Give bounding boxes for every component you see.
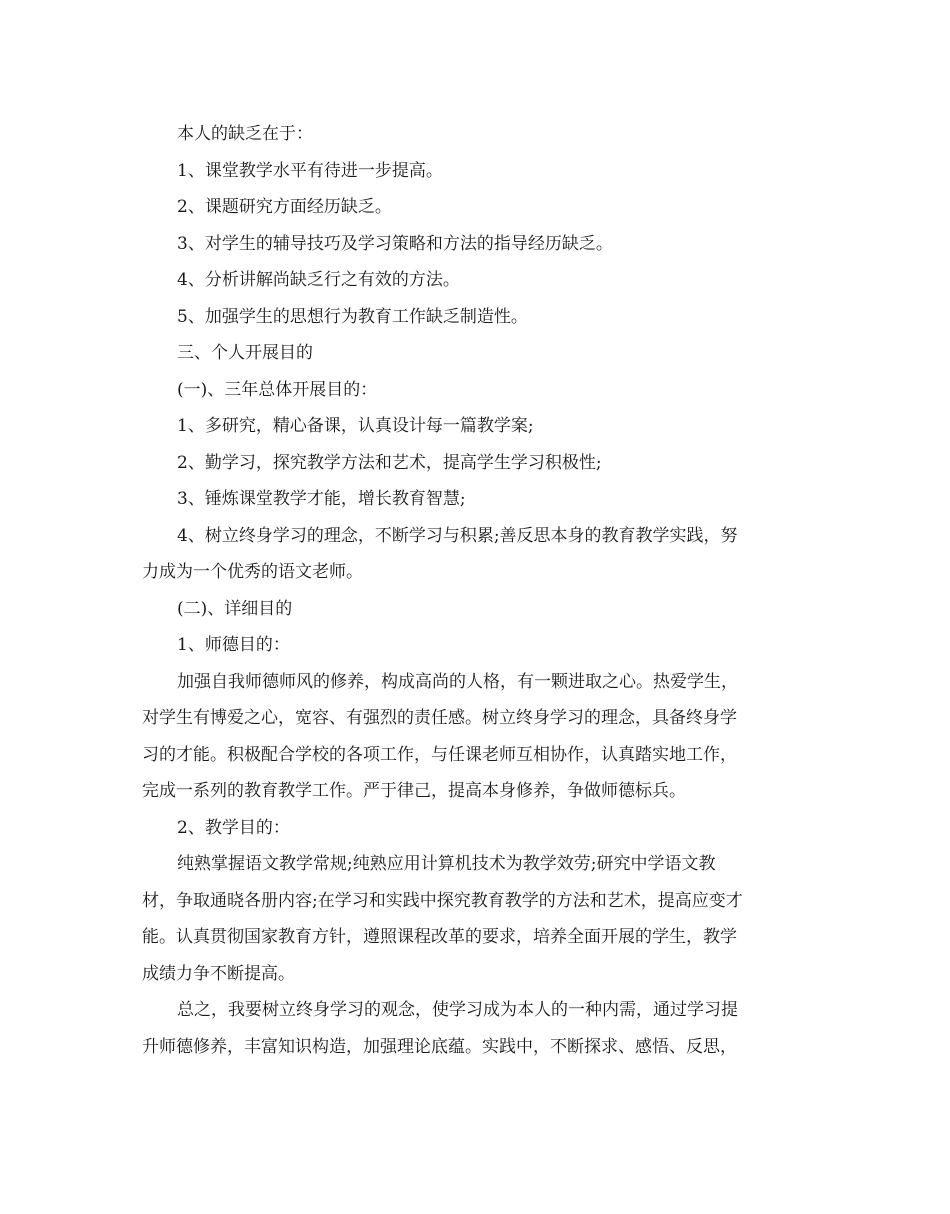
text-line: 本人的缺乏在于：: [177, 124, 313, 144]
text-line: 力成为一个优秀的语文老师。: [142, 562, 363, 582]
document-body: [142, 116, 802, 1065]
text-line: 4、树立终身学习的理念，不断学习与积累;善反思本身的教育教学实践，努: [177, 525, 738, 546]
text-line: 2、勤学习，探究教学方法和艺术，提高学生学习积极性;: [177, 452, 602, 473]
text-line: 升师德修养，丰富知识构造，加强理论底蕴。实践中，不断探求、感悟、反思，: [142, 1036, 737, 1057]
subsection-heading: (一)、三年总体开展目的：: [177, 379, 378, 400]
subsection-heading: (二)、详细目的: [177, 598, 293, 619]
text-line: 能。认真贯彻国家教育方针，遵照课程改革的要求，培养全面开展的学生，教学: [142, 927, 737, 947]
text-line: 完成一系列的教育教学工作。严于律己，提高本身修养，争做师德标兵。: [142, 781, 686, 801]
item-heading: 1、师德目的：: [177, 635, 290, 655]
item-heading: 2、教学目的：: [177, 817, 290, 838]
text-line: 1、多研究，精心备课，认真设计每一篇教学案;: [177, 416, 534, 436]
text-line: 3、对学生的辅导技巧及学习策略和方法的指导经历缺乏。: [177, 233, 613, 254]
text-line: 纯熟掌握语文教学常规;纯熟应用计算机技术为教学效劳;研究中学语文教: [177, 854, 716, 874]
text-line: 材，争取通晓各册内容;在学习和实践中探究教育教学的方法和艺术，提高应变才: [142, 890, 743, 911]
text-line: 2、课题研究方面经历缺乏。: [177, 197, 392, 217]
text-line: 总之，我要树立终身学习的观念，使学习成为本人的一种内需，通过学习提: [177, 1000, 738, 1020]
text-line: 4、分析讲解尚缺乏行之有效的方法。: [177, 270, 460, 290]
text-line: 1、课堂教学水平有待进一步提高。: [177, 160, 443, 181]
text-line: 成绩力争不断提高。: [142, 963, 295, 984]
text-line: 5、加强学生的思想行为教育工作缺乏制造性。: [177, 306, 528, 327]
section-heading: 三、个人开展目的: [177, 343, 313, 363]
text-line: 3、锤炼课堂教学才能，增长教育智慧;: [177, 489, 466, 509]
text-line: 习的才能。积极配合学校的各项工作，与任课老师互相协作，认真踏实地工作，: [142, 744, 737, 765]
text-line: 对学生有博爱之心，宽容、有强烈的责任感。树立终身学习的理念，具备终身学: [142, 708, 737, 728]
text-line: 加强自我师德师风的修养，构成高尚的人格，有一颗进取之心。热爱学生，: [177, 671, 738, 692]
